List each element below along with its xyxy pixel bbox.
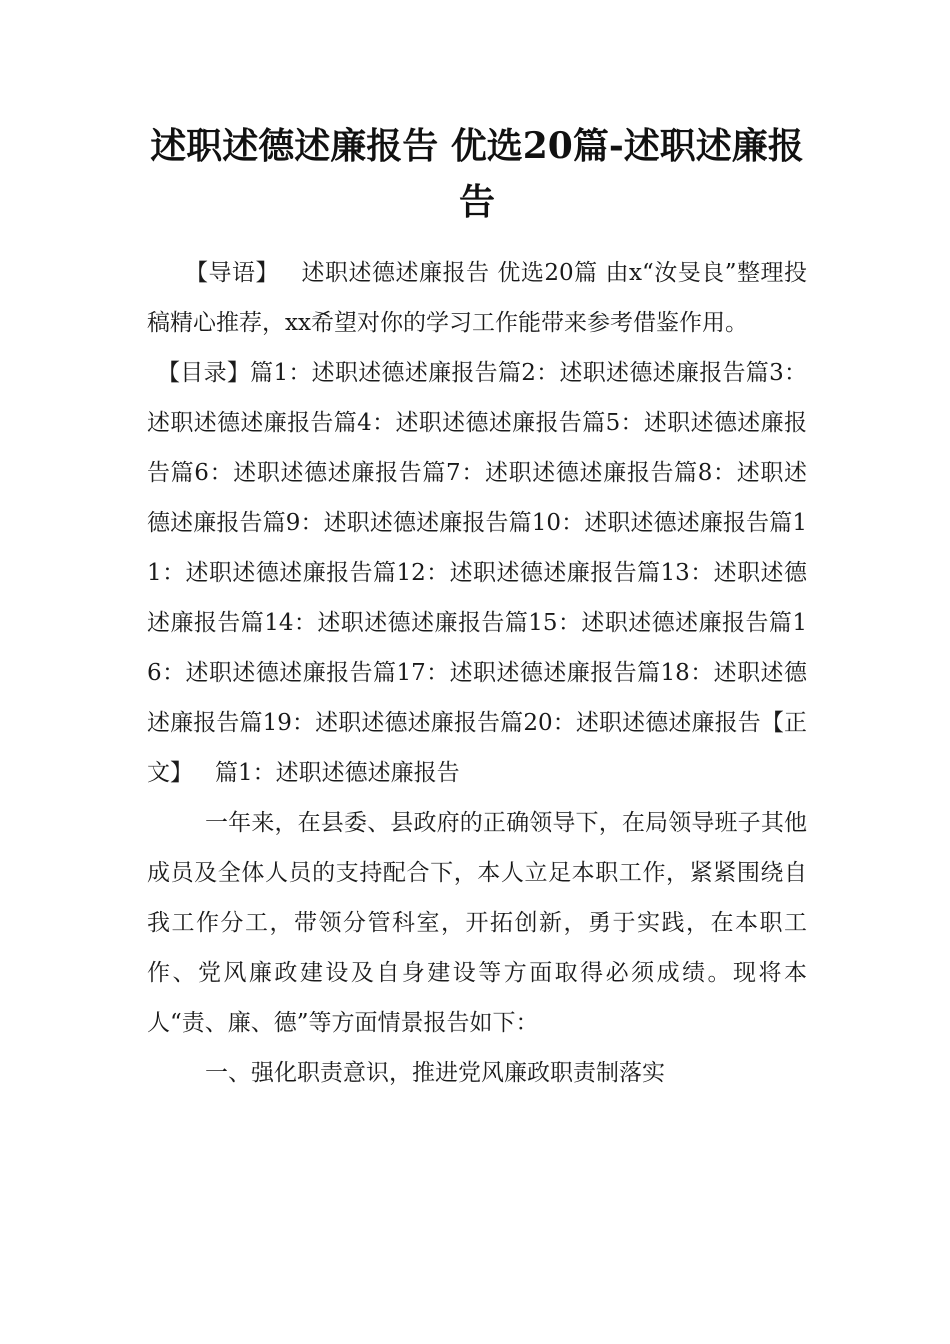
- intro-text: 述职述德述廉报告 优选20篇 由x“汝旻良”整理投稿精心推荐，xx希望对你的学习工作能带来参考借鉴作用。: [147, 260, 808, 336]
- intro-paragraph: [147, 248, 807, 348]
- toc-label: 【目录】: [157, 360, 251, 386]
- body-paragraph: 一年来，在县委、县政府的正确领导下，在局领导班子其他成员及全体人员的支持配合下，本人立足本职工作，紧紧围绕自我工作分工，带领分管科室，开拓创新，勇于实践，在本职工作、党风廉政建设及自身建设等方面取得必须成绩。现将本人“责、廉、德”等方面情景报告如下：: [147, 810, 807, 1036]
- body-label: 【正文】: [147, 710, 807, 786]
- toc-text: 篇1：述职述德述廉报告篇2：述职述德述廉报告篇3：述职述德述廉报告篇4：述职述德述廉报告篇5：述职述德述廉报告篇6：述职述德述廉报告篇7：述职述德述廉报告篇8：述职述德述廉报告篇9：述职述德述廉报告篇10：述职述德述廉报告篇11：述职述德述廉报告篇12：述职述德述廉报告篇13：述职述德述廉报告篇14：述职述德述廉报告篇15：述职述德述廉报告篇16：述职述德述廉报告篇17：述职述德述廉报告篇18：述职述德述廉报告篇19：述职述德述廉报告篇20：述职述德述廉报告: [147, 360, 807, 736]
- document-title: 述职述德述廉报告 优选20篇-述职述廉报告: [150, 125, 804, 223]
- intro-label: 【导语】: [185, 260, 280, 286]
- section-heading: 一、强化职责意识，推进党风廉政职责制落实: [205, 1060, 665, 1086]
- body-heading: 篇1：述职述德述廉报告: [215, 760, 460, 786]
- document-page: [147, 118, 807, 1098]
- toc-paragraph: [147, 348, 807, 798]
